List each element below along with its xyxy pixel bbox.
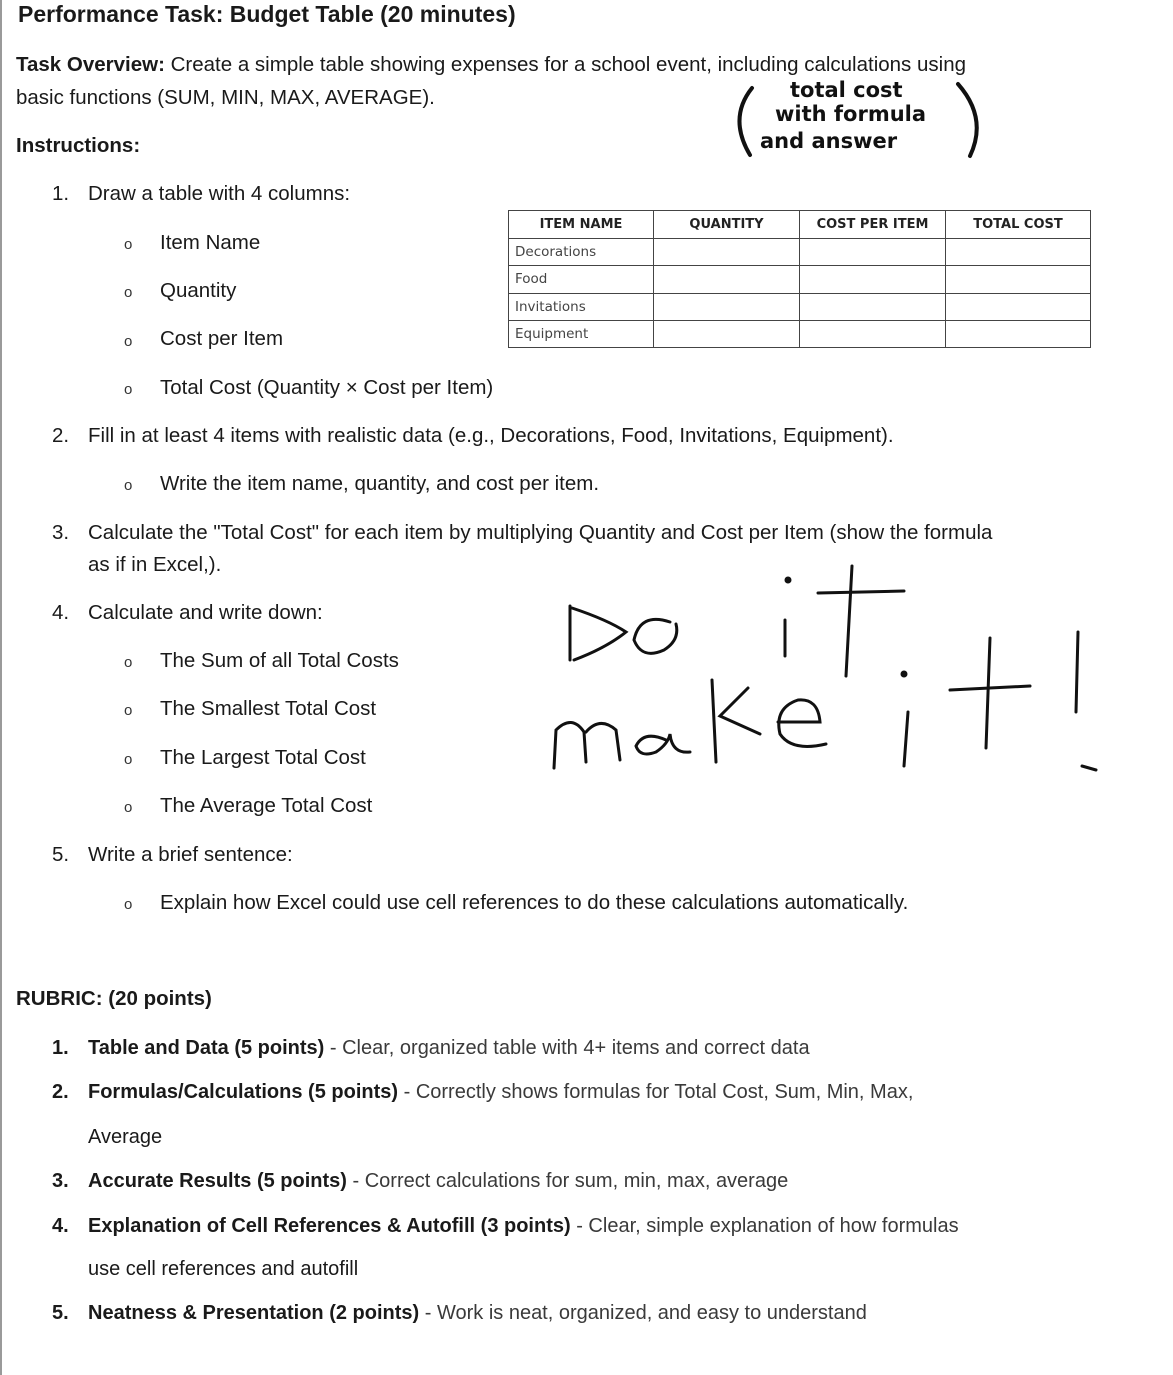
handwritten-note-line-2: with formula	[775, 102, 927, 126]
rubric-5-number: 5.	[52, 1302, 69, 1324]
step-4-bullet-4: The Average Total Cost	[160, 794, 373, 817]
instructions-heading: Instructions:	[16, 134, 141, 157]
rubric-2-title: Formulas/Calculations (5 points)	[88, 1081, 399, 1103]
step-4-text: Calculate and write down:	[88, 601, 323, 624]
overview-label: Task Overview:	[16, 53, 165, 76]
rubric-item-1	[88, 1037, 810, 1060]
bullet-icon: o	[124, 284, 133, 301]
handwritten-scrawl	[554, 566, 1096, 770]
header-cost-per-item: COST PER ITEM	[800, 211, 946, 239]
bullet-icon: o	[124, 477, 133, 494]
bullet-icon: o	[124, 654, 133, 671]
rubric-1-desc: - Clear, organized table with 4+ items and correct data	[324, 1037, 810, 1059]
rubric-1-title: Table and Data (5 points)	[88, 1037, 325, 1059]
scrawl-stroke	[846, 566, 852, 676]
rubric-item-3	[88, 1170, 788, 1193]
rubric-heading: RUBRIC: (20 points)	[16, 987, 212, 1010]
scrawl-stroke	[1076, 632, 1078, 712]
scrawl-stroke	[904, 712, 908, 766]
bullet-icon: o	[124, 381, 133, 398]
scrawl-stroke	[778, 700, 826, 747]
scrawl-stroke	[572, 608, 626, 660]
scrawl-stroke	[634, 619, 677, 653]
step-1-bullet-3: Cost per Item	[160, 327, 284, 350]
step-1-bullet-2: Quantity	[160, 279, 237, 302]
bullet-icon: o	[124, 799, 133, 816]
table-cell[interactable]: Decorations	[509, 239, 654, 266]
rubric-2-desc-line-2: Average	[88, 1126, 163, 1148]
table-cell[interactable]: Food	[509, 266, 654, 293]
right-bracket-stroke	[958, 84, 977, 156]
overview-line-2: basic functions (SUM, MIN, MAX, AVERAGE).	[16, 86, 435, 109]
scrawl-stroke	[950, 686, 1030, 690]
bullet-icon: o	[124, 236, 133, 253]
rubric-2-desc: - Correctly shows formulas for Total Cost, Sum, Min, Max,	[398, 1081, 914, 1103]
step-3-text-2: as if in Excel,).	[88, 553, 222, 576]
header-item-name: ITEM NAME	[509, 211, 654, 239]
bullet-icon: o	[124, 333, 133, 350]
step-4-bullet-2: The Smallest Total Cost	[160, 697, 377, 720]
step-4-bullet-3: The Largest Total Cost	[160, 746, 366, 769]
step-1-bullet-1: Item Name	[160, 231, 261, 254]
step-1-text: Draw a table with 4 columns:	[88, 182, 351, 205]
rubric-4-number: 4.	[52, 1215, 69, 1237]
scrawl-stroke	[712, 680, 716, 762]
rubric-item-2	[88, 1081, 913, 1104]
handwritten-note-line-1: total cost	[790, 78, 903, 102]
bullet-icon: o	[124, 896, 133, 913]
rubric-5-title: Neatness & Presentation (2 points)	[88, 1302, 420, 1324]
step-5-text: Write a brief sentence:	[88, 843, 293, 866]
header-total-cost: TOTAL COST	[946, 211, 1091, 239]
rubric-item-5	[88, 1302, 867, 1325]
step-5-bullet-1: Explain how Excel could use cell references to do these calculations automatically.	[160, 891, 909, 914]
step-1-bullet-4: Total Cost (Quantity × Cost per Item)	[160, 376, 494, 399]
step-3-text: Calculate the "Total Cost" for each item by multiplying Quantity and Cost per Item (show the formula	[88, 521, 993, 544]
handwritten-note-line-3: and answer	[760, 129, 898, 153]
step-4-bullet-1: The Sum of all Total Costs	[160, 649, 399, 672]
left-bracket-stroke	[739, 88, 752, 155]
table-cell[interactable]: Invitations	[509, 293, 654, 320]
rubric-3-number: 3.	[52, 1170, 69, 1192]
step-2-bullet-1: Write the item name, quantity, and cost per item.	[160, 472, 600, 495]
bullet-icon: o	[124, 751, 133, 768]
rubric-2-number: 2.	[52, 1081, 69, 1103]
rubric-3-title: Accurate Results (5 points)	[88, 1170, 347, 1192]
step-2-text: Fill in at least 4 items with realistic data (e.g., Decorations, Food, Invitations, Equipment).	[88, 424, 894, 447]
rubric-3-desc: - Correct calculations for sum, min, max, average	[346, 1170, 789, 1192]
scrawl-stroke	[818, 591, 904, 593]
rubric-5-desc: - Work is neat, organized, and easy to understand	[419, 1302, 867, 1324]
scrawl-stroke	[902, 672, 906, 676]
table-cell[interactable]: Equipment	[509, 320, 654, 347]
step-1-number: 1.	[52, 182, 70, 205]
step-5-number: 5.	[52, 843, 70, 866]
scrawl-stroke	[1082, 766, 1096, 770]
step-4-number: 4.	[52, 601, 70, 624]
rubric-item-4	[88, 1215, 959, 1238]
page-title: Performance Task: Budget Table (20 minutes)	[18, 1, 516, 27]
step-2-number: 2.	[52, 424, 70, 447]
scrawl-stroke	[636, 734, 690, 754]
rubric-4-desc: - Clear, simple explanation of how formulas	[570, 1215, 959, 1237]
overview-text-1: Create a simple table showing expenses for a school event, including calculations using	[170, 53, 967, 76]
rubric-4-title: Explanation of Cell References & Autofill (3 points)	[88, 1215, 571, 1237]
rubric-1-number: 1.	[52, 1037, 69, 1059]
scrawl-stroke	[554, 722, 620, 768]
header-quantity: QUANTITY	[654, 211, 800, 239]
bullet-icon: o	[124, 702, 133, 719]
rubric-4-desc-line-2: use cell references and autofill	[88, 1258, 359, 1280]
scrawl-stroke	[786, 578, 790, 582]
scrawl-stroke	[720, 688, 760, 734]
step-3-number: 3.	[52, 521, 70, 544]
scrawl-stroke	[986, 638, 990, 748]
